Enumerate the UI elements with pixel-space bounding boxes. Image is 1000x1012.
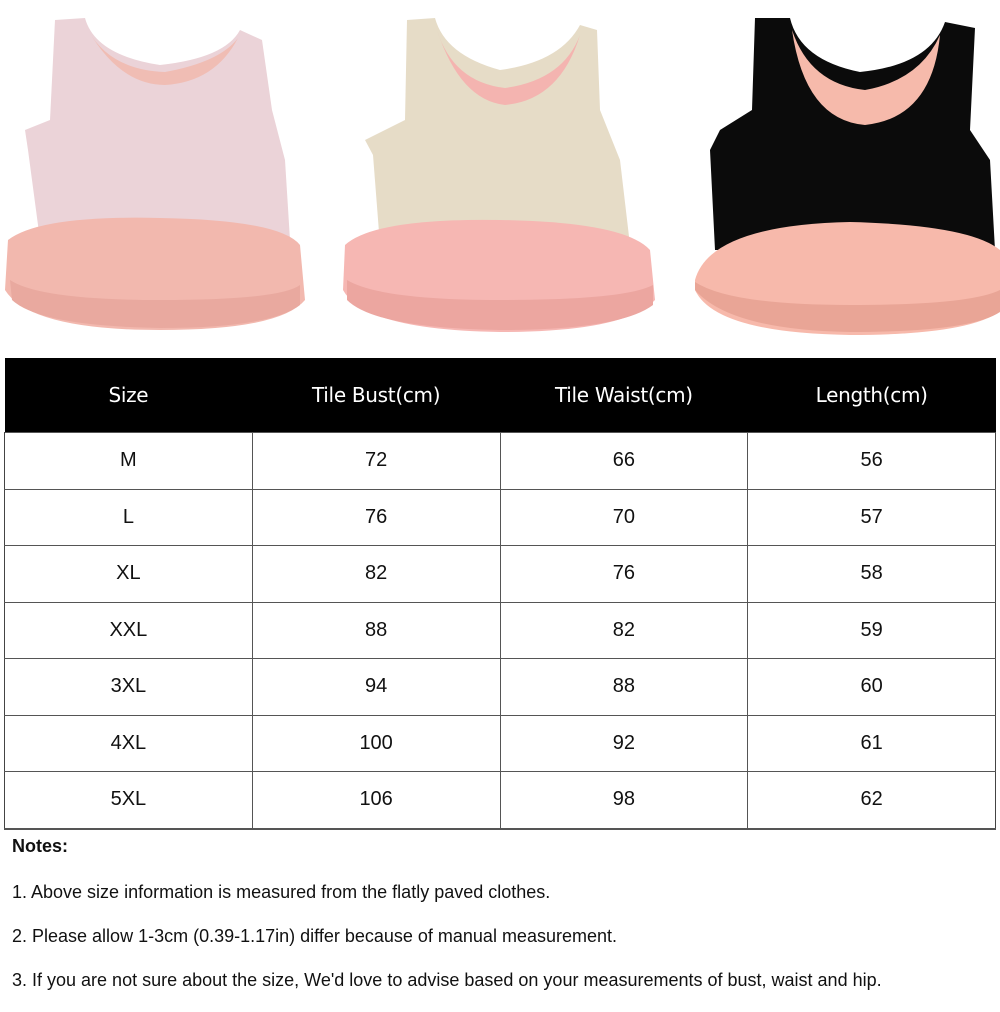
note-item-1: 1. Above size information is measured from the flatly paved clothes. — [12, 882, 551, 902]
note-item-2: 2. Please allow 1-3cm (0.39-1.17in) differ because of manual measurement. — [12, 926, 617, 946]
note-item-3: 3. If you are not sure about the size, We'd love to advise based on your measurements of bust, waist and hip. — [12, 970, 882, 990]
table-row — [5, 772, 996, 829]
cell-size: XL — [5, 546, 253, 603]
table-row — [5, 715, 996, 772]
cell-size: 3XL — [5, 659, 253, 716]
table-row — [5, 489, 996, 546]
notes-section — [12, 834, 992, 1012]
cell-waist: 70 — [500, 489, 748, 546]
cell-length: 61 — [748, 715, 996, 772]
size-chart-table — [4, 358, 996, 830]
cell-length: 56 — [748, 433, 996, 490]
column-header-size: Size — [5, 358, 253, 433]
tank-top-illustration-icon — [335, 0, 665, 355]
table-row — [5, 546, 996, 603]
cell-bust: 88 — [252, 602, 500, 659]
column-header-length: Length(cm) — [748, 358, 996, 433]
table-header-row — [5, 358, 996, 433]
cell-size: 5XL — [5, 772, 253, 829]
product-image-beige-tank-top — [335, 0, 665, 355]
cell-length: 62 — [748, 772, 996, 829]
tank-top-illustration-icon — [0, 0, 330, 355]
cell-bust: 94 — [252, 659, 500, 716]
product-image-black-tank-top — [670, 0, 1000, 355]
cell-waist: 88 — [500, 659, 748, 716]
product-image-pink-tank-top — [0, 0, 330, 355]
cell-length: 58 — [748, 546, 996, 603]
cell-bust: 82 — [252, 546, 500, 603]
cell-size: L — [5, 489, 253, 546]
column-header-tile-waist: Tile Waist(cm) — [500, 358, 748, 433]
cell-bust: 106 — [252, 772, 500, 829]
notes-title: Notes: — [12, 836, 69, 856]
product-photos — [0, 0, 1000, 355]
cell-length: 59 — [748, 602, 996, 659]
cell-size: 4XL — [5, 715, 253, 772]
tank-top-illustration-icon — [670, 0, 1000, 355]
column-header-tile-bust: Tile Bust(cm) — [252, 358, 500, 433]
cell-size: M — [5, 433, 253, 490]
cell-waist: 98 — [500, 772, 748, 829]
cell-length: 60 — [748, 659, 996, 716]
cell-waist: 92 — [500, 715, 748, 772]
table-row — [5, 659, 996, 716]
table-row — [5, 433, 996, 490]
cell-length: 57 — [748, 489, 996, 546]
cell-bust: 100 — [252, 715, 500, 772]
cell-waist: 76 — [500, 546, 748, 603]
table-row — [5, 602, 996, 659]
cell-waist: 82 — [500, 602, 748, 659]
cell-bust: 76 — [252, 489, 500, 546]
cell-waist: 66 — [500, 433, 748, 490]
cell-bust: 72 — [252, 433, 500, 490]
cell-size: XXL — [5, 602, 253, 659]
